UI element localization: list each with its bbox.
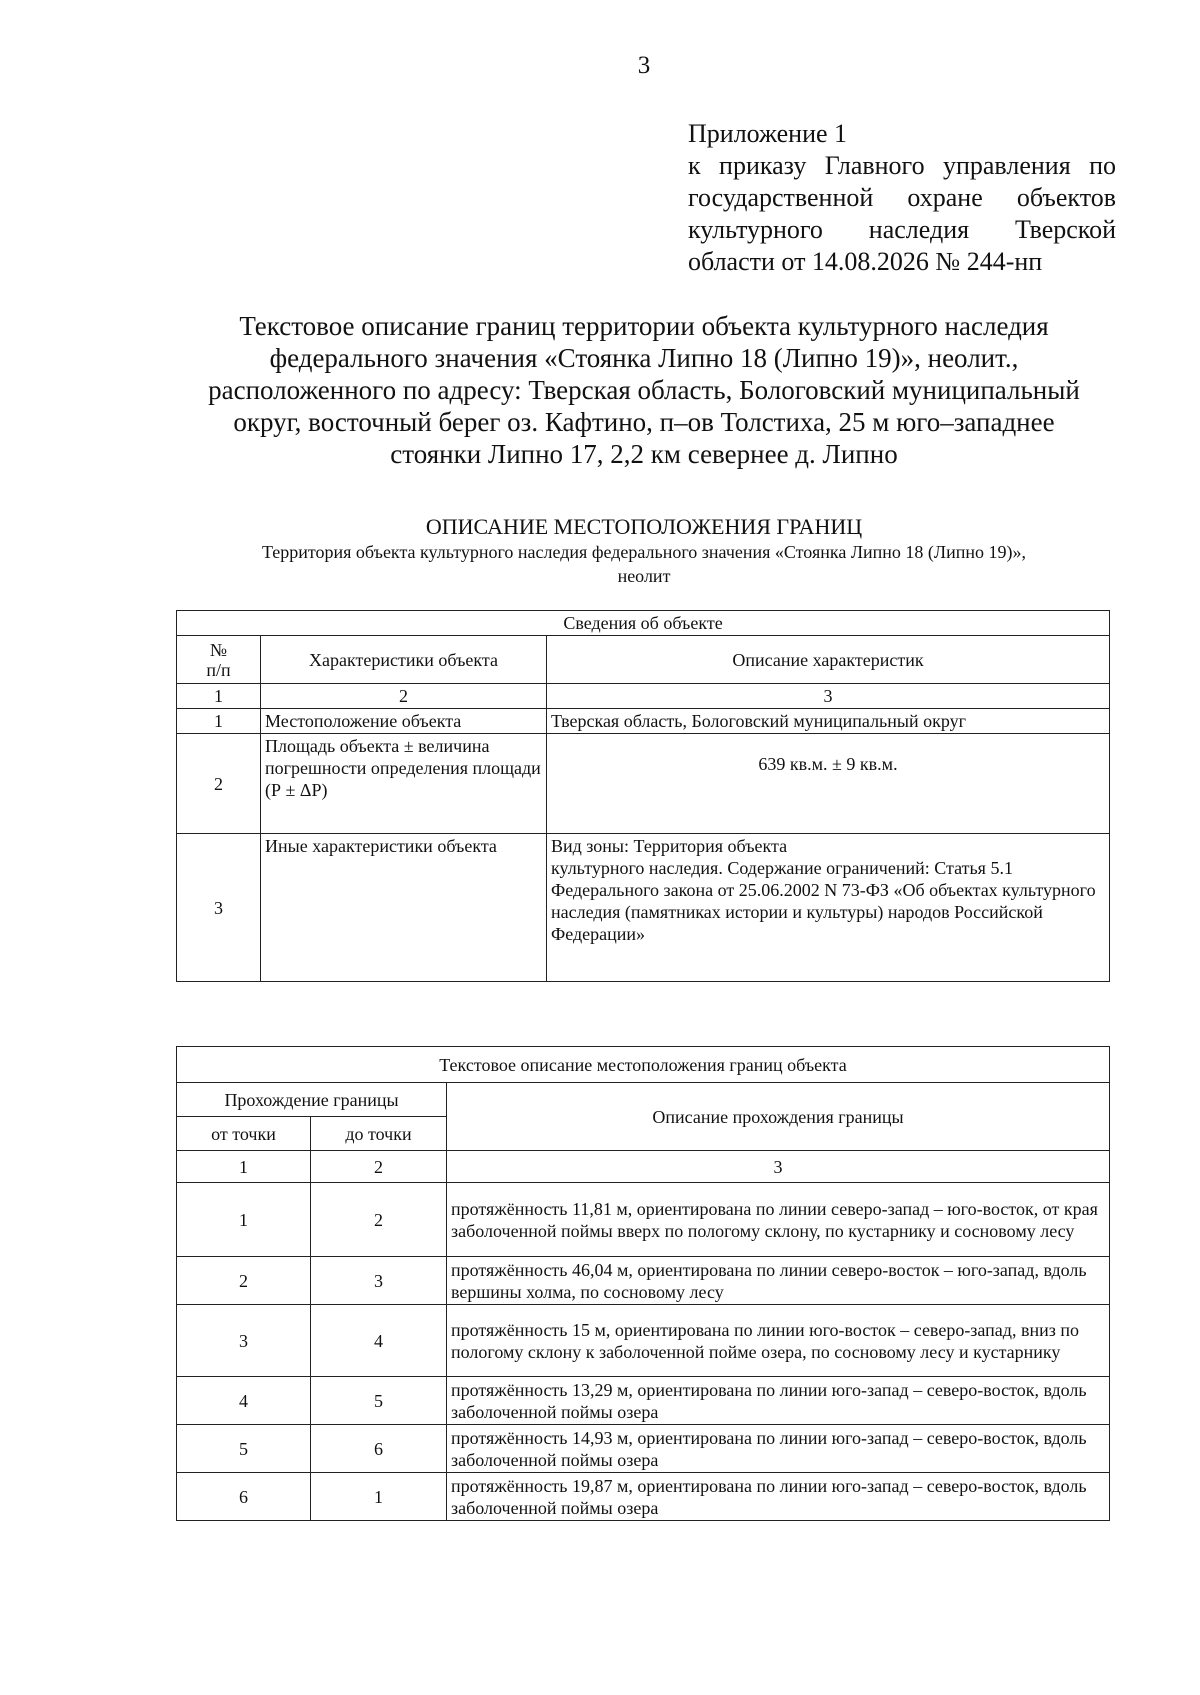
subtitle-line: неолит [617,566,671,586]
title-line: стоянки Липно 17, 2,2 км севернее д. Липно [390,439,898,469]
from-point: 6 [177,1473,311,1521]
object-info-table [176,610,1110,982]
section-title: ОПИСАНИЕ МЕСТОПОЛОЖЕНИЯ ГРАНИЦ [425,514,863,539]
column-header-description: Описание характеристик [547,636,1110,684]
title-line: расположенного по адресу: Тверская область, Бологовский муниципальный [208,375,1080,405]
appendix-block [688,118,1116,278]
table-row [177,1257,1110,1305]
row-description: 639 кв.м. ± 9 кв.м. [547,734,1110,834]
appendix-line: государственной охране объектов [688,183,1116,212]
section-subtitle [160,540,1128,588]
column-header-characteristic: Характеристики объекта [261,636,547,684]
appendix-line: к приказу Главного управления по [688,151,1116,180]
row-number: 2 [177,734,261,834]
to-point: 2 [311,1183,447,1257]
index-cell: 1 [177,1151,311,1183]
column-header-to: до точки [311,1117,447,1151]
subtitle-line: Территория объекта культурного наследия федерального значения «Стоянка Липно 18 (Липно 19)», [261,542,1027,562]
title-line: округ, восточный берег оз. Кафтино, п–ов Толстиха, 25 м юго–западнее [233,407,1055,437]
row-characteristic: Местоположение объекта [261,709,547,734]
row-number: 1 [177,709,261,734]
table-row [177,709,1110,734]
appendix-line: области от 14.08.2026 № 244-нп [688,247,1043,276]
from-point: 5 [177,1425,311,1473]
boundary-description: протяжённость 13,29 м, ориентирована по линии юго-запад – северо-восток, вдоль заболоченной поймы озера [447,1377,1110,1425]
appendix-line: культурного наследия Тверской [688,215,1116,244]
header-text: № п/п [206,639,231,680]
index-cell: 2 [311,1151,447,1183]
boundary-description-table [176,1046,1110,1521]
boundary-description: протяжённость 46,04 м, ориентирована по линии северо-восток – юго-запад, вдоль вершины холма, по сосновому лесу [447,1257,1110,1305]
boundary-description: протяжённость 11,81 м, ориентирована по линии северо-запад – юго-восток, от края заболоченной поймы вверх по пологому склону, по кустарнику и сосновому лесу [447,1183,1110,1257]
index-cell: 3 [547,684,1110,709]
from-point: 4 [177,1377,311,1425]
from-point: 1 [177,1183,311,1257]
appendix-line: Приложение 1 [688,119,848,148]
table-caption: Сведения об объекте [177,611,1110,636]
boundary-description: протяжённость 14,93 м, ориентирована по линии юго-запад – северо-восток, вдоль заболоченной поймы озера [447,1425,1110,1473]
index-cell: 1 [177,684,261,709]
boundary-description: протяжённость 19,87 м, ориентирована по линии юго-запад – северо-восток, вдоль заболоченной поймы озера [447,1473,1110,1521]
row-description [547,834,1110,982]
to-point: 1 [311,1473,447,1521]
boundary-description: протяжённость 15 м, ориентирована по линии юго-восток – северо-запад, вниз по пологому склону к заболоченной пойме озера, по сосновому лесу и кустарнику [447,1305,1110,1377]
to-point: 6 [311,1425,447,1473]
table-caption: Текстовое описание местоположения границ объекта [177,1047,1110,1083]
page-number: 3 [637,52,651,79]
table-row [177,734,1110,834]
column-header-description: Описание прохождения границы [447,1083,1110,1151]
table-row [177,1473,1110,1521]
title-line: федерального значения «Стоянка Липно 18 (Липно 19)», неолит., [269,343,1019,373]
from-point: 2 [177,1257,311,1305]
to-point: 5 [311,1377,447,1425]
row-characteristic: Площадь объекта ± величина погрешности определения площади (Р ± ΔР) [261,734,547,834]
row-description: Тверская область, Бологовский муниципальный округ [547,709,1110,734]
to-point: 4 [311,1305,447,1377]
table-row [177,834,1110,982]
title-line: Текстовое описание границ территории объекта культурного наследия [239,311,1049,341]
document-title [160,310,1128,470]
index-cell: 3 [447,1151,1110,1183]
column-header-number [177,636,261,684]
description-text: Вид зоны: Территория объекта культурного наследия. Содержание ограничений: Статья 5.1 Федерального закона от 25.06.2002 N 73-ФЗ «Об объектах культурного наследия (памятниках истории и культуры) народов Российской Федерации» [551,836,1096,944]
to-point: 3 [311,1257,447,1305]
table-row [177,1305,1110,1377]
column-header-from: от точки [177,1117,311,1151]
index-cell: 2 [261,684,547,709]
row-number: 3 [177,834,261,982]
table-row [177,1425,1110,1473]
table-row [177,1183,1110,1257]
table-row [177,1377,1110,1425]
from-point: 3 [177,1305,311,1377]
row-characteristic: Иные характеристики объекта [261,834,547,982]
group-header: Прохождение границы [177,1083,447,1117]
